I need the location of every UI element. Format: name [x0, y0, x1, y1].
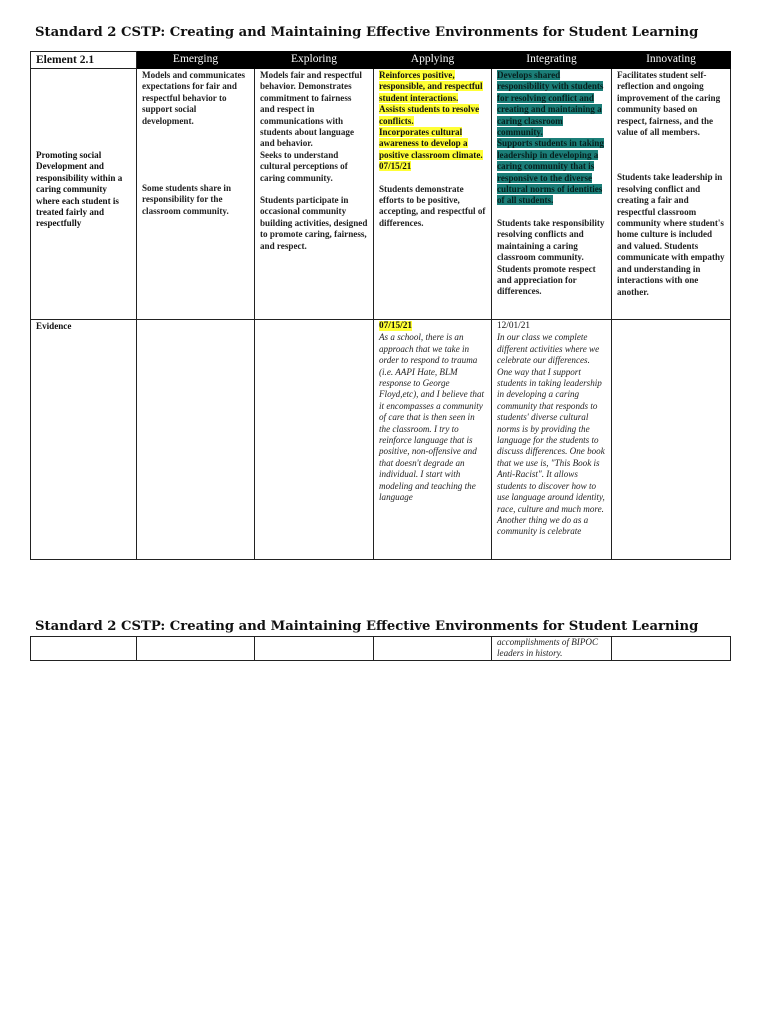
continuation-cell-1	[31, 637, 137, 661]
descriptor-row	[31, 69, 731, 320]
exploring-cell	[255, 69, 374, 320]
element-label: Element 2.1	[31, 52, 137, 69]
emerging-text-2: Some students share in responsibility for the classroom community.	[142, 183, 232, 216]
evidence-emerging-cell	[137, 320, 255, 560]
evidence-label: Evidence	[31, 320, 137, 560]
column-header-emerging: Emerging	[137, 52, 255, 69]
element-description: Promoting social Development and responsibility within a caring community where each student is treated fairly and respectfully	[36, 150, 123, 229]
innovating-cell	[612, 69, 731, 320]
column-header-integrating: Integrating	[492, 52, 612, 69]
header-row	[31, 52, 731, 69]
exploring-text-3: Students participate in occasional community building activities, designed to promote caring, fairness, and respect.	[260, 195, 368, 251]
evidence-innovating-cell	[612, 320, 731, 560]
column-header-innovating: Innovating	[612, 52, 731, 69]
continuation-cell-4	[374, 637, 492, 661]
applying-date: 07/15/21	[379, 161, 412, 172]
evidence-integrating-date: 12/01/21	[497, 321, 531, 331]
page-title: Standard 2 CSTP: Creating and Maintaining Effective Environments for Student Learning	[35, 25, 699, 40]
innovating-text-1: Facilitates student self-reflection and ongoing improvement of the caring community based on respect, fairness, and the value of all members.	[617, 70, 721, 138]
emerging-cell	[137, 69, 255, 320]
evidence-row	[31, 320, 731, 560]
innovating-text-2: Students take leadership in resolving conflict and creating a fair and respectful classroom community where student's home culture is included and valued. Students communicate with empathy and understanding in interactions with one another.	[617, 172, 725, 297]
evidence-applying-text: As a school, there is an approach that we take in order to respond to trauma (i.e. AAPI Hate, BLM response to George Floyd,etc), and I believe that it encompasses a community of care that is then seen in the classroom. I try to reinforce language that is positive, non-offensive and that doesn't degrade an individual. I start with modeling and teaching the language	[379, 332, 485, 503]
exploring-text-2: Seeks to understand cultural perceptions of caring community.	[260, 149, 348, 183]
integrating-text-3: Students take responsibility resolving conflicts and maintaining a caring classroom community. Students promote respect and appreciation for differences.	[497, 217, 605, 297]
applying-text-1: Reinforces positive, responsible, and respectful student interactions. Assists students to resolve conflicts.	[379, 70, 483, 126]
continuation-cell-2	[137, 637, 255, 661]
continuation-cell-5	[492, 637, 612, 661]
integrating-text-2: Supports students in taking leadership in developing a caring community that is responsive to the diverse cultural norms of identities of all students.	[497, 138, 604, 206]
evidence-integrating-cell	[492, 320, 612, 560]
emerging-text-1: Models and communicates expectations for fair and respectful behavior to support social development.	[142, 70, 246, 126]
applying-text-3: Students demonstrate efforts to be positive, accepting, and respectful of differences.	[379, 183, 486, 228]
continuation-cell-3	[255, 637, 374, 661]
page-title-repeat: Standard 2 CSTP: Creating and Maintaining Effective Environments for Student Learning	[35, 619, 699, 634]
evidence-applying-cell	[374, 320, 492, 560]
integrating-cell	[492, 69, 612, 320]
column-header-applying: Applying	[374, 52, 492, 69]
element-description-cell	[31, 69, 137, 320]
applying-cell	[374, 69, 492, 320]
evidence-exploring-cell	[255, 320, 374, 560]
column-header-exploring: Exploring	[255, 52, 374, 69]
rubric-table	[30, 51, 731, 560]
continuation-row	[31, 637, 731, 661]
exploring-text-1: Models fair and respectful behavior. Demonstrates commitment to fairness and respect in communications with students about language and behavior.	[260, 70, 362, 149]
applying-text-2: Incorporates cultural awareness to develop a positive classroom climate.	[379, 127, 483, 160]
evidence-applying-date: 07/15/21	[379, 321, 413, 331]
integrating-text-1: Develops shared responsibility with students for resolving conflict and creating and maintaining a caring classroom community.	[497, 70, 604, 138]
continuation-table	[30, 636, 731, 661]
continuation-cell-6	[612, 637, 731, 661]
evidence-integrating-text: In our class we complete different activities where we celebrate our differences. One way that I support students in taking leadership in developing a caring community that responds to students' diverse cultural norms is by providing the language for the students to discuss differences. One book that we use is, "This Book is Anti-Racist". It allows students to discover how to use language around identity, race, culture and much more. Another thing we do as a community is celebrate	[497, 332, 605, 537]
evidence-integrating-continued: accomplishments of BIPOC leaders in history.	[497, 637, 599, 659]
